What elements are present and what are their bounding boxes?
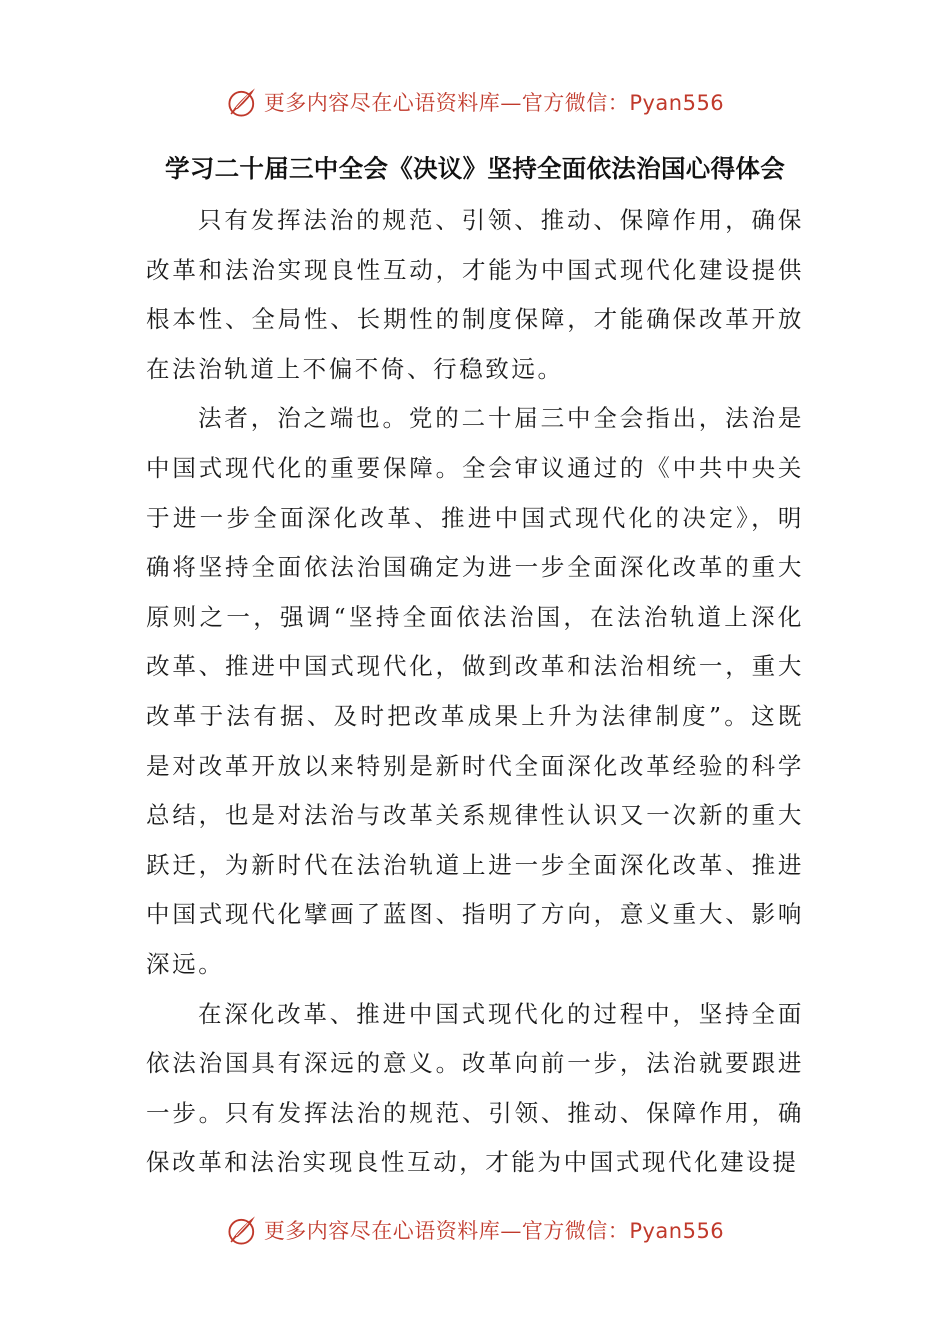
document-body — [146, 196, 804, 1188]
header-watermark-banner — [0, 82, 950, 122]
quill-circle-logo-icon — [226, 85, 260, 119]
paragraph: 只有发挥法治的规范、引领、推动、保障作用，确保改革和法治实现良性互动，才能为中国式现代化建设提供根本性、全局性、长期性的制度保障，才能确保改革开放在法治轨道上不偏不倚、行稳致远。 — [146, 206, 804, 383]
watermark-text: 更多内容尽在心语资料库—官方微信：Pyan556 — [263, 91, 725, 115]
document-title: 学习二十届三中全会《决议》坚持全面依法治国心得体会 — [165, 154, 785, 183]
watermark-text: 更多内容尽在心语资料库—官方微信：Pyan556 — [263, 1219, 725, 1243]
footer-watermark-banner — [0, 1210, 950, 1250]
paragraph: 法者，治之端也。党的二十届三中全会指出，法治是中国式现代化的重要保障。全会审议通过的《中共中央关于进一步全面深化改革、推进中国式现代化的决定》，明确将坚持全面依法治国确定为进一步全面深化改革的重大原则之一，强调“坚持全面依法治国，在法治轨道上深化改革、推进中国式现代化，做到改革和法治相统一，重大改革于法有据、及时把改革成果上升为法律制度”。这既是对改革开放以来特别是新时代全面深化改革经验的科学总结，也是对法治与改革关系规律性认识又一次新的重大跃迁，为新时代在法治轨道上进一步全面深化改革、推进中国式现代化擘画了蓝图、指明了方向，意义重大、影响深远。 — [146, 404, 804, 978]
paragraph: 在深化改革、推进中国式现代化的过程中，坚持全面依法治国具有深远的意义。改革向前一步，法治就要跟进一步。只有发挥法治的规范、引领、推动、保障作用，确保改革和法治实现良性互动，才能为中国式现代化建设提 — [146, 999, 804, 1177]
quill-circle-logo-icon — [226, 1213, 260, 1247]
